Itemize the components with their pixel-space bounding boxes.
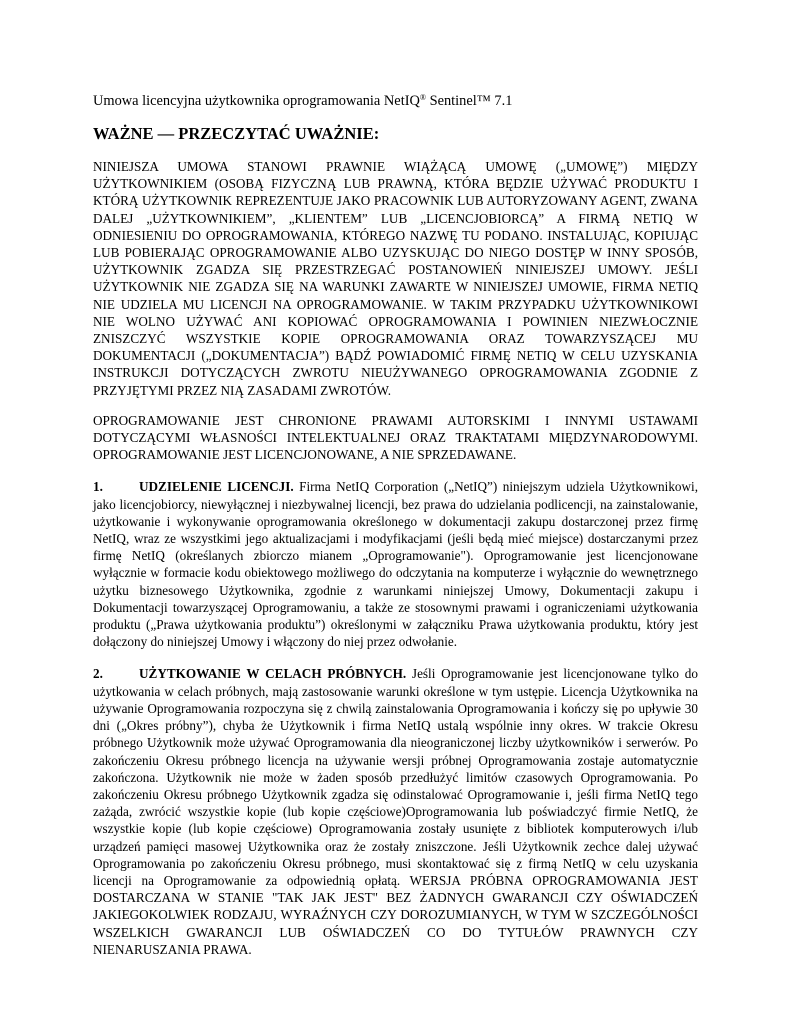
section-number: 2.	[93, 666, 103, 682]
section-title: UŻYTKOWANIE W CELACH PRÓBNYCH.	[139, 666, 407, 682]
section-title: UDZIELENIE LICENCJI.	[139, 479, 294, 495]
document-title-text: Umowa licencyjna użytkownika oprogramowania NetIQ	[93, 93, 420, 109]
document-title-suffix: Sentinel™ 7.1	[425, 93, 513, 109]
intro-paragraph: NINIEJSZA UMOWA STANOWI PRAWNIE WIĄŻĄCĄ UMOWĘ („UMOWĘ”) MIĘDZY UŻYTKOWNIKIEM (OSOBĄ FIZYCZNĄ LUB PRAWNĄ, KTÓRA BĘDZIE UŻYWAĆ PRODUKTU I KTÓRĄ UŻYTKOWNIK REPREZENTUJE JAKO PRACOWNIK LUB AUTORYZOWANY AGENT, ZWANA DALEJ „UŻYTKOWNIKIEM”, „KLIENTEM” LUB „LICENCJOBIORCĄ” A FIRMĄ NETIQ W ODNIESIENIU DO OPROGRAMOWANIA, KTÓREGO NAZWĘ TU PODANO. INSTALUJĄC, KOPIUJĄC LUB POBIERAJĄC OPROGRAMOWANIE ALBO UZYSKUJĄC DO NIEGO DOSTĘP W INNY SPOSÓB, UŻYTKOWNIK ZGADZA SIĘ PRZESTRZEGAĆ POSTANOWIEŃ NINIEJSZEJ UMOWY. JEŚLI UŻYTKOWNIK NIE ZGADZA SIĘ NA WARUNKI ZAWARTE W NINIEJSZEJ UMOWIE, FIRMA NETIQ NIE UDZIELA MU LICENCJI NA OPROGRAMOWANIE. W TAKIM PRZYPADKU UŻYTKOWNIKOWI NIE WOLNO UŻYWAĆ ANI KOPIOWAĆ OPROGRAMOWANIA I POWINIEN NIEZWŁOCZNIE ZNISZCZYĆ WSZYSTKIE KOPIE OPROGRAMOWANIA ORAZ TOWARZYSZĄCEJ MU DOKUMENTACJI („DOKUMENTACJA”) BĄDŹ POWIADOMIĆ FIRMĘ NETIQ W CELU UZYSKANIA INSTRUKCJI DOTYCZĄCYCH ZWROTU NIEUŻYWANEGO OPROGRAMOWANIA ZGODNIE Z PRZYJĘTYMI PRZEZ NIĄ ZASADAMI ZWROTÓW.	[93, 159, 698, 398]
document-title	[93, 92, 698, 110]
section-trial-use	[93, 665, 698, 957]
document-body	[93, 92, 698, 958]
important-heading: WAŻNE — PRZECZYTAĆ UWAŻNIE:	[93, 124, 380, 143]
section-body: Jeśli Oprogramowanie jest licencjonowane tylko do użytkowania w celach próbnych, mają zastosowanie warunki określone w tym ustępie. Licencja Użytkownika na używanie Oprogramowania rozpoczyna się z chwilą zainstalowania Oprogramowania i kończy się po upływie 30 dni („Okres próbny”), chyba że Użytkownik i firma NetIQ ustalą wspólnie inny okres. W trakcie Okresu próbnego Użytkownik może używać Oprogramowania dla nieograniczonej liczby użytkowników i serwerów. Po zakończeniu Okresu próbnego licencja na używanie wersji próbnej Oprogramowania zostaje automatycznie zakończona. Użytkownik nie może w żaden sposób przedłużyć limitów czasowych Oprogramowania. Po zakończeniu Okresu próbnego Użytkownik zgadza się odinstalować Oprogramowanie i, jeśli firma NetIQ tego zażąda, zwrócić wszystkie kopie (lub kopie częściowe)Oprogramowania lub poświadczyć firmie NetIQ, że wszystkie kopie (lub kopie częściowe) Oprogramowania zostały usunięte z bibliotek komputerowych i/lub urządzeń pamięci masowej Użytkownika oraz że zostały zniszczone. Jeśli Użytkownik zechce dalej używać Oprogramowania po zakończeniu Okresu próbnego, musi skontaktować się z firmą NetIQ w celu uzyskania licencji na Oprogramowanie za odpowiednią opłatą. WERSJA PRÓBNA OPROGRAMOWANIA JEST DOSTARCZANA W STANIE "TAK JAK JEST" BEZ ŻADNYCH GWARANCJI CZY OŚWIADCZEŃ JAKIEGOKOLWIEK RODZAJU, WYRAŹNYCH CZY DOROZUMIANYCH, W TYM W SZCZEGÓLNOŚCI WSZELKICH GWARANCJI LUB OŚWIADCZEŃ CO DO TYTUŁÓW PRAWNYCH CZY NIENARUSZANIA PRAWA.	[93, 666, 698, 957]
copyright-notice-paragraph: OPROGRAMOWANIE JEST CHRONIONE PRAWAMI AUTORSKIMI I INNYMI USTAWAMI DOTYCZĄCYMI WŁASNOŚCI INTELEKTUALNEJ ORAZ TRAKTATAMI MIĘDZYNARODOWYMI. OPROGRAMOWANIE JEST LICENCJONOWANE, A NIE SPRZEDAWANE.	[93, 412, 698, 463]
section-number: 1.	[93, 479, 103, 495]
registered-mark: ®	[419, 93, 426, 102]
section-license-grant	[93, 478, 698, 650]
section-body: Firma NetIQ Corporation („NetIQ”) niniejszym udziela Użytkownikowi, jako licencjobiorcy, niewyłącznej i niezbywalnej licencji, bez prawa do udzielania podlicencji, na zainstalowanie, użytkowanie i wykonywanie oprogramowania określonego w dokumentacji zakupu dostarczonej przez firmę NetIQ, wraz ze wszystkimi jego aktualizacjami i modyfikacjami (jeśli będą mieć miejsce) dostarczanymi przez firmę NetIQ (określanych zbiorczo mianem „Oprogramowanie"). Oprogramowanie jest licencjonowane wyłącznie w formacie kodu obiektowego możliwego do odczytania na komputerze i wyłącznie do wewnętrznego użytku biznesowego Użytkownika, zgodnie z warunkami niniejszej Umowy, Dokumentacji zakupu i Dokumentacji towarzyszącej Oprogramowaniu, a także ze stosownymi prawami i ograniczeniami użytkowania produktu („Prawa użytkowania produktu”) określonymi w załączniku Prawa użytkowania produktu, który jest dołączony do niniejszej Umowy i włączony do niej przez odwołanie.	[93, 479, 698, 650]
